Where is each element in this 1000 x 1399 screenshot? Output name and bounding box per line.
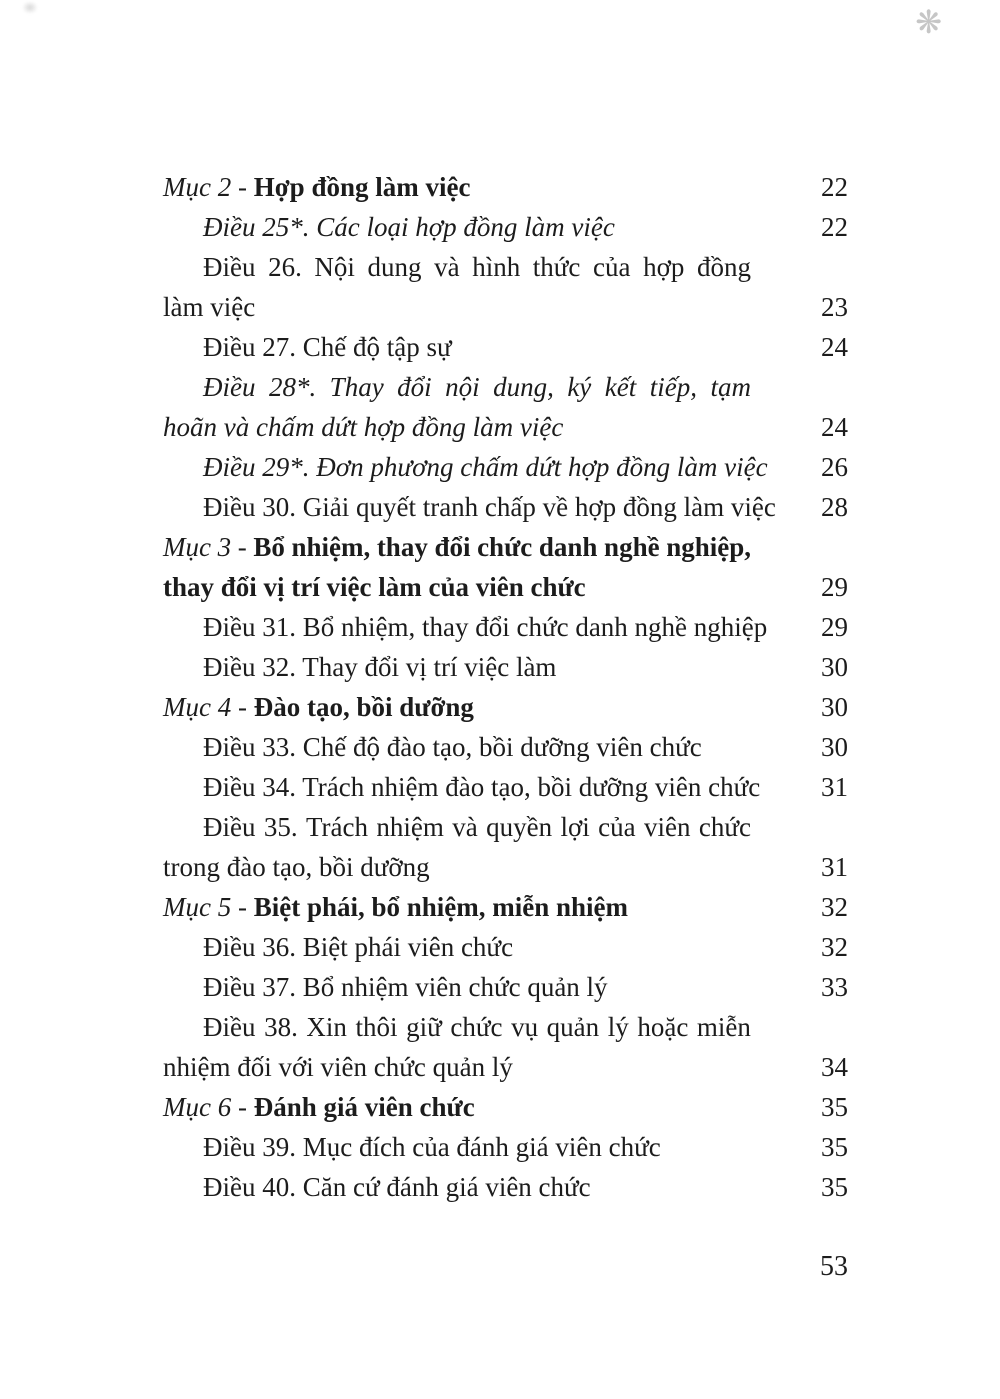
toc-word: chức [450, 1012, 503, 1042]
toc-entry-text [163, 367, 751, 447]
toc-line [163, 927, 751, 967]
toc-word: của [598, 812, 636, 842]
toc-entry-dieu-39 [163, 1127, 848, 1167]
toc-entry-dieu-30 [163, 487, 848, 527]
toc-word: đồng [696, 252, 751, 282]
toc-entry-text [163, 727, 751, 767]
toc-word: Trách [305, 812, 368, 842]
toc-word: thay [376, 532, 428, 562]
toc-entry-dieu-28 [163, 367, 848, 447]
toc-segment: trong đào tạo, bồi dưỡng [163, 852, 430, 882]
toc-entry-page-number: 35 [821, 1172, 848, 1202]
toc-segment: - [231, 892, 254, 922]
toc-word: lợi [560, 812, 590, 842]
toc-line [163, 407, 751, 447]
toc-segment: hoãn và chấm dứt hợp đồng làm việc [163, 412, 564, 442]
toc-entry-muc-6 [163, 1087, 848, 1127]
toc-word: nhiệm, [291, 532, 371, 562]
toc-entry-muc-4 [163, 687, 848, 727]
toc-word: 38. [264, 1012, 298, 1042]
toc-entry-text [163, 1007, 751, 1087]
toc-entry-muc-5 [163, 887, 848, 927]
toc-list [163, 167, 848, 1207]
toc-entry-dieu-32 [163, 647, 848, 687]
flower-ornament-icon: ❋ [915, 3, 942, 41]
toc-entry-text [163, 527, 751, 607]
toc-word: hợp [643, 252, 685, 282]
toc-word: 28*. [268, 372, 317, 402]
toc-line [163, 767, 761, 807]
toc-segment: Mục 6 [163, 1092, 232, 1122]
toc-word: dung [367, 252, 422, 282]
toc-segment: Mục 2 [163, 172, 232, 202]
toc-entry-dieu-35 [163, 807, 848, 887]
toc-segment: Đánh giá viên chức [253, 1092, 475, 1122]
toc-word: Nội [314, 252, 355, 282]
toc-line [163, 1007, 751, 1047]
toc-line [163, 527, 751, 567]
toc-word: thôi [355, 1012, 398, 1042]
toc-entry-text [163, 967, 751, 1007]
toc-segment: Điều 27. Chế độ tập sự [203, 332, 452, 362]
toc-entry-text [163, 687, 751, 727]
toc-entry-muc-2 [163, 167, 848, 207]
toc-segment: Mục 4 [163, 692, 232, 722]
toc-word: Thay [329, 372, 384, 402]
toc-word: nội [445, 372, 480, 402]
toc-segment: Điều 25*. Các loại hợp đồng làm việc [203, 212, 615, 242]
toc-line [163, 807, 751, 847]
toc-entry-page-number: 28 [821, 492, 848, 522]
toc-entry-page-number: 29 [821, 572, 848, 602]
toc-entry-dieu-29 [163, 447, 848, 487]
toc-entry-text [163, 247, 751, 327]
toc-word: Điều [203, 812, 256, 842]
toc-entry-dieu-36 [163, 927, 848, 967]
toc-segment: nhiệm đối với viên chức quản lý [163, 1052, 513, 1082]
toc-segment: - [231, 692, 254, 722]
toc-segment: Đào tạo, bồi dưỡng [253, 692, 474, 722]
toc-entry-text [163, 1167, 751, 1207]
toc-entry-page-number: 26 [821, 452, 848, 482]
toc-word: chức [477, 532, 533, 562]
toc-segment: Điều 34. Trách nhiệm đào tạo, bồi dưỡng viên chức [203, 772, 761, 802]
toc-line [163, 487, 776, 527]
toc-line [163, 367, 751, 407]
toc-entry-page-number: 24 [821, 332, 848, 362]
toc-line [163, 447, 768, 487]
toc-word: đổi [397, 372, 432, 402]
toc-line [163, 287, 751, 327]
toc-line [163, 647, 751, 687]
toc-word: hình [472, 252, 521, 282]
toc-segment: Điều 30. Giải quyết tranh chấp về hợp đồng làm việc [203, 492, 776, 522]
toc-word: kết [604, 372, 637, 402]
toc-word: lý [607, 1012, 629, 1042]
toc-word: 3 [217, 532, 232, 562]
toc-entry-page-number: 32 [821, 892, 848, 922]
toc-word: Điều [203, 252, 256, 282]
footer-page-number: 53 [820, 1251, 848, 1282]
toc-line [163, 607, 768, 647]
toc-entry-dieu-37 [163, 967, 848, 1007]
toc-word: Bổ [253, 532, 285, 562]
toc-entry-page-number: 30 [821, 732, 848, 762]
toc-segment: Điều 33. Chế độ đào tạo, bồi dưỡng viên chức [203, 732, 702, 762]
toc-entry-page-number: 33 [821, 972, 848, 1002]
toc-word: vụ [511, 1012, 539, 1042]
toc-line [163, 887, 751, 927]
toc-entry-text [163, 927, 751, 967]
toc-entry-page-number: 22 [821, 172, 848, 202]
toc-word: hoặc [637, 1012, 689, 1042]
toc-word: và [452, 812, 478, 842]
toc-line [163, 1167, 751, 1207]
toc-entry-page-number: 24 [821, 412, 848, 442]
toc-line [163, 727, 751, 767]
toc-line [163, 1127, 751, 1167]
toc-segment: Điều 39. Mục đích của đánh giá viên chức [203, 1132, 661, 1162]
toc-word: Mục [163, 532, 211, 562]
toc-line [163, 967, 751, 1007]
toc-entry-page-number: 35 [821, 1132, 848, 1162]
toc-segment: Mục 5 [163, 892, 232, 922]
toc-segment: Điều 36. Biệt phái viên chức [203, 932, 514, 962]
toc-line [163, 167, 751, 207]
toc-entry-page-number: 30 [821, 652, 848, 682]
toc-entry-text [163, 647, 751, 687]
toc-entry-text [163, 887, 751, 927]
toc-entry-text [163, 487, 776, 527]
toc-entry-text [163, 207, 751, 247]
toc-entry-text [163, 327, 751, 367]
toc-entry-dieu-33 [163, 727, 848, 767]
toc-entry-page-number: 35 [821, 1092, 848, 1122]
toc-entry-dieu-25 [163, 207, 848, 247]
toc-segment: Điều 31. Bổ nhiệm, thay đổi chức danh nghề nghiệp [203, 612, 768, 642]
toc-segment: Biệt phái, bổ nhiệm, miễn nhiệm [253, 892, 629, 922]
toc-entry-page-number: 30 [821, 692, 848, 722]
toc-segment: thay đổi vị trí việc làm của viên chức [163, 572, 586, 602]
toc-word: tạm [710, 372, 751, 402]
toc-entry-text [163, 807, 751, 887]
toc-entry-page-number: 22 [821, 212, 848, 242]
toc-word: thức [532, 252, 581, 282]
toc-entry-muc-3 [163, 527, 848, 607]
toc-word: của [593, 252, 631, 282]
toc-line [163, 327, 751, 367]
toc-word: ký [567, 372, 592, 402]
toc-word: Điều [203, 372, 256, 402]
toc-entry-dieu-27 [163, 327, 848, 367]
toc-entry-dieu-34 [163, 767, 848, 807]
toc-entry-page-number: 29 [821, 612, 848, 642]
toc-segment: Điều 29*. Đơn phương chấm dứt hợp đồng làm việc [203, 452, 768, 482]
toc-entry-text [163, 167, 751, 207]
toc-entry-page-number: 32 [821, 932, 848, 962]
toc-word: viên [643, 812, 691, 842]
toc-entry-dieu-26 [163, 247, 848, 327]
toc-word: Điều [203, 1012, 256, 1042]
scan-smudge [22, 1, 38, 14]
toc-word: giữ [406, 1012, 442, 1042]
toc-line [163, 567, 751, 607]
toc-segment: làm việc [163, 292, 256, 322]
toc-word: nhiệm [376, 812, 444, 842]
toc-word: tiếp, [649, 372, 697, 402]
toc-entry-dieu-40 [163, 1167, 848, 1207]
toc-word: danh [538, 532, 598, 562]
toc-line [163, 1087, 751, 1127]
toc-word: Xin [306, 1012, 347, 1042]
toc-entry-text [163, 767, 761, 807]
toc-entry-page-number: 23 [821, 292, 848, 322]
toc-word: nghiệp, [666, 532, 751, 562]
toc-segment: Điều 40. Căn cứ đánh giá viên chức [203, 1172, 591, 1202]
toc-entry-page-number: 34 [821, 1052, 848, 1082]
toc-word: nghề [604, 532, 660, 562]
toc-word: miễn [696, 1012, 751, 1042]
toc-word: - [237, 532, 247, 562]
toc-entry-text [163, 607, 768, 647]
toc-entry-dieu-31 [163, 607, 848, 647]
toc-word: đổi [434, 532, 471, 562]
toc-segment: - [231, 1092, 254, 1122]
toc-entry-dieu-38 [163, 1007, 848, 1087]
toc-word: và [434, 252, 460, 282]
toc-entry-text [163, 1087, 751, 1127]
toc-word: 26. [268, 252, 302, 282]
toc-segment: - [231, 172, 254, 202]
toc-word: dung, [493, 372, 554, 402]
toc-line [163, 1047, 751, 1087]
toc-line [163, 247, 751, 287]
toc-word: quyền [486, 812, 553, 842]
toc-word: chức [698, 812, 751, 842]
toc-segment: Hợp đồng làm việc [253, 172, 471, 202]
toc-entry-page-number: 31 [821, 772, 848, 802]
toc-word: quản [546, 1012, 600, 1042]
toc-line [163, 847, 751, 887]
toc-entry-page-number: 31 [821, 852, 848, 882]
toc-segment: Điều 37. Bổ nhiệm viên chức quản lý [203, 972, 608, 1002]
toc-entry-text [163, 447, 768, 487]
toc-line [163, 687, 751, 727]
toc-segment: Điều 32. Thay đổi vị trí việc làm [203, 652, 557, 682]
toc-line [163, 207, 751, 247]
toc-word: 35. [263, 812, 298, 842]
toc-entry-text [163, 1127, 751, 1167]
